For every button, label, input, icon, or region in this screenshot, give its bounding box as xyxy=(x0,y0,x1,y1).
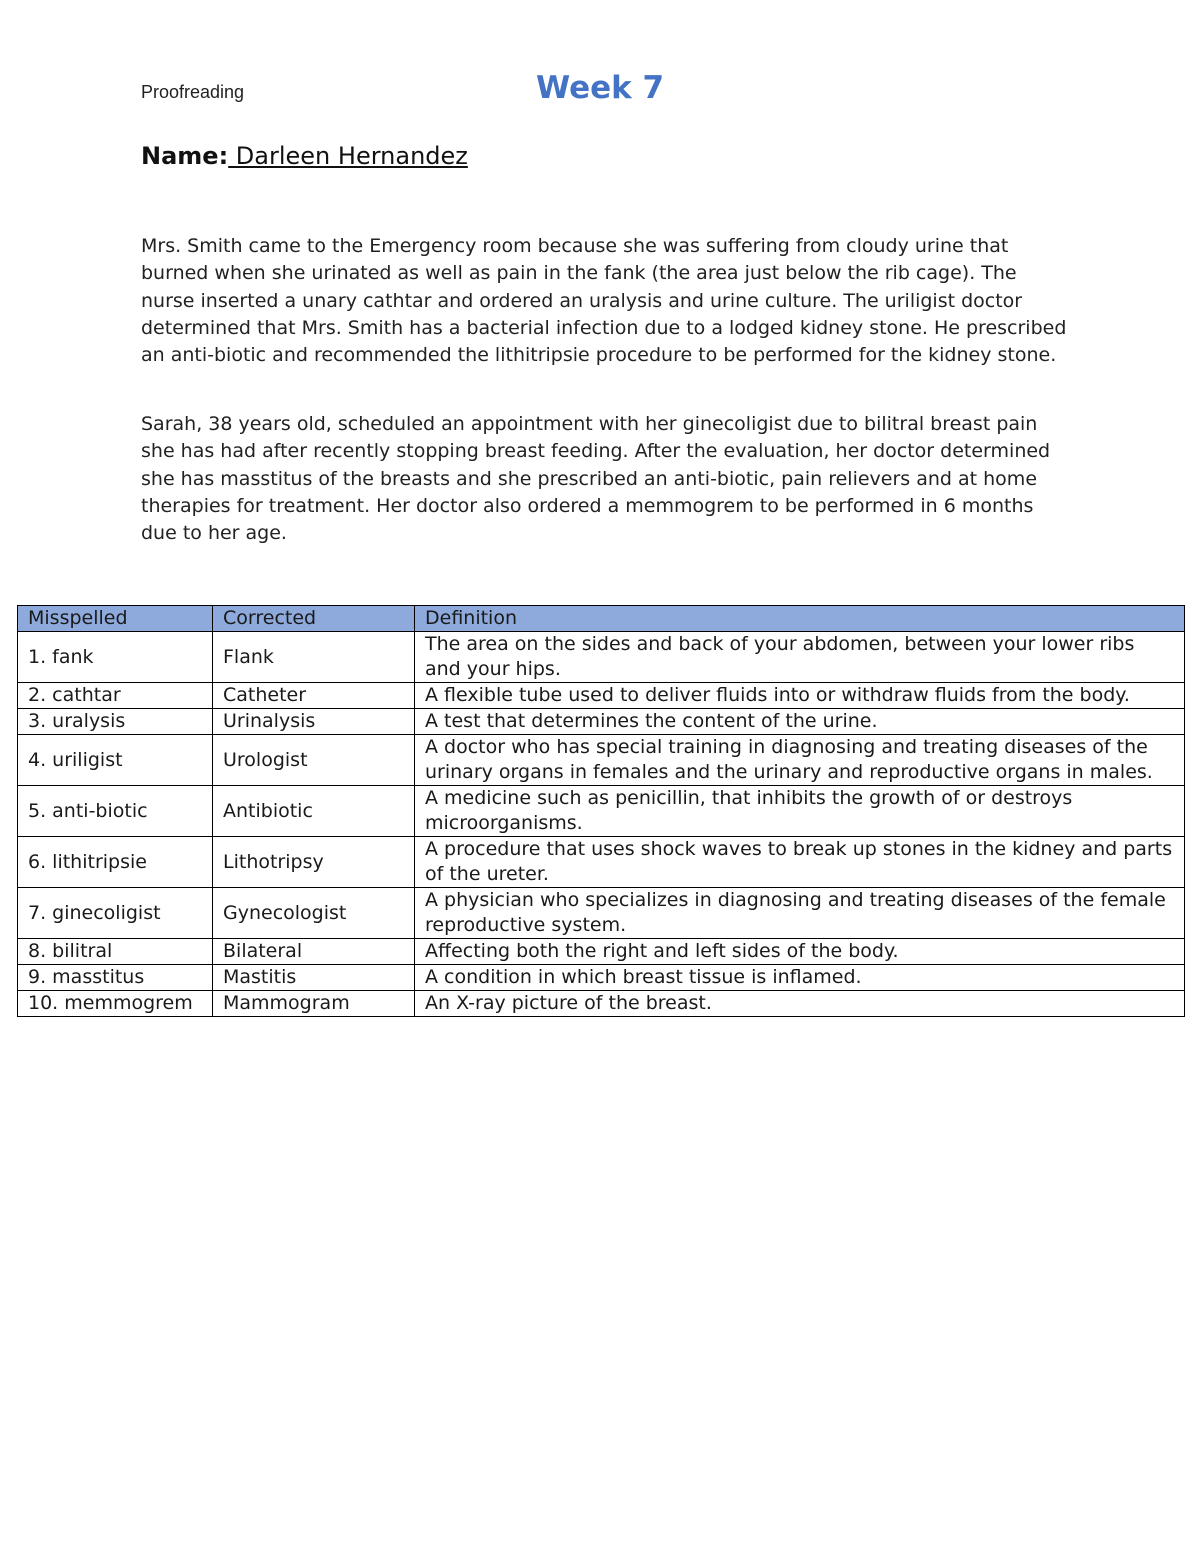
corrected-cell: Mammogram xyxy=(213,991,415,1017)
header-corrected: Corrected xyxy=(213,606,415,632)
vocabulary-table xyxy=(17,605,1185,1017)
misspelled-cell: 10. memmogrem xyxy=(18,991,213,1017)
misspelled-cell: 1. fank xyxy=(18,632,213,683)
corrected-cell: Lithotripsy xyxy=(213,837,415,888)
name-value: Darleen Hernandez xyxy=(228,142,468,170)
corrected-cell: Bilateral xyxy=(213,939,415,965)
table-row xyxy=(18,786,1185,837)
definition-cell: A test that determines the content of the urine. xyxy=(415,709,1185,735)
corrected-cell: Catheter xyxy=(213,683,415,709)
document-label: Proofreading xyxy=(141,82,245,102)
definition-cell: An X-ray picture of the breast. xyxy=(415,991,1185,1017)
misspelled-cell: 4. uriligist xyxy=(18,735,213,786)
misspelled-cell: 3. uralysis xyxy=(18,709,213,735)
corrected-cell: Urologist xyxy=(213,735,415,786)
definition-cell: Affecting both the right and left sides of the body. xyxy=(415,939,1185,965)
misspelled-cell: 6. lithitripsie xyxy=(18,837,213,888)
table-header-row xyxy=(18,606,1185,632)
definition-cell: A procedure that uses shock waves to break up stones in the kidney and parts of the ureter. xyxy=(415,837,1185,888)
table-row xyxy=(18,683,1185,709)
misspelled-cell: 7. ginecoligist xyxy=(18,888,213,939)
corrected-cell: Urinalysis xyxy=(213,709,415,735)
misspelled-cell: 5. anti-biotic xyxy=(18,786,213,837)
table-row xyxy=(18,939,1185,965)
paragraph-mrs-smith: Mrs. Smith came to the Emergency room because she was suffering from cloudy urine that burned when she urinated as well as pain in the fank (the area just below the rib cage). The nurse inserted a unary cathtar and ordered an uralysis and urine culture. The uriligist doctor determined that Mrs. Smith has a bacterial infection due to a lodged kidney stone. He prescribed an anti-biotic and recommended the lithitripsie procedure to be performed for the kidney stone. xyxy=(141,235,1067,367)
corrected-cell: Antibiotic xyxy=(213,786,415,837)
table-row xyxy=(18,709,1185,735)
misspelled-cell: 9. masstitus xyxy=(18,965,213,991)
corrected-cell: Gynecologist xyxy=(213,888,415,939)
header-definition: Definition xyxy=(415,606,1185,632)
week-title: Week 7 xyxy=(536,70,665,106)
table-row xyxy=(18,965,1185,991)
table-row xyxy=(18,991,1185,1017)
definition-cell: The area on the sides and back of your abdomen, between your lower ribs and your hips. xyxy=(415,632,1185,683)
header-misspelled: Misspelled xyxy=(18,606,213,632)
paragraph-sarah: Sarah, 38 years old, scheduled an appointment with her ginecoligist due to bilitral breast pain she has had after recently stopping breast feeding. After the evaluation, her doctor determined she has masstitus of the breasts and she prescribed an anti-biotic, pain relievers and at home therapies for treatment. Her doctor also ordered a memmogrem to be performed in 6 months due to her age. xyxy=(141,413,1051,545)
definition-cell: A flexible tube used to deliver fluids into or withdraw fluids from the body. xyxy=(415,683,1185,709)
table-row xyxy=(18,888,1185,939)
definition-cell: A medicine such as penicillin, that inhibits the growth of or destroys microorganisms. xyxy=(415,786,1185,837)
name-line xyxy=(141,142,468,170)
misspelled-cell: 8. bilitral xyxy=(18,939,213,965)
table-row xyxy=(18,837,1185,888)
table-row xyxy=(18,632,1185,683)
definition-cell: A physician who specializes in diagnosing and treating diseases of the female reproductive system. xyxy=(415,888,1185,939)
name-label: Name: xyxy=(141,142,229,170)
misspelled-cell: 2. cathtar xyxy=(18,683,213,709)
definition-cell: A condition in which breast tissue is inflamed. xyxy=(415,965,1185,991)
definition-cell: A doctor who has special training in diagnosing and treating diseases of the urinary organs in females and the urinary and reproductive organs in males. xyxy=(415,735,1185,786)
corrected-cell: Mastitis xyxy=(213,965,415,991)
corrected-cell: Flank xyxy=(213,632,415,683)
table-row xyxy=(18,735,1185,786)
